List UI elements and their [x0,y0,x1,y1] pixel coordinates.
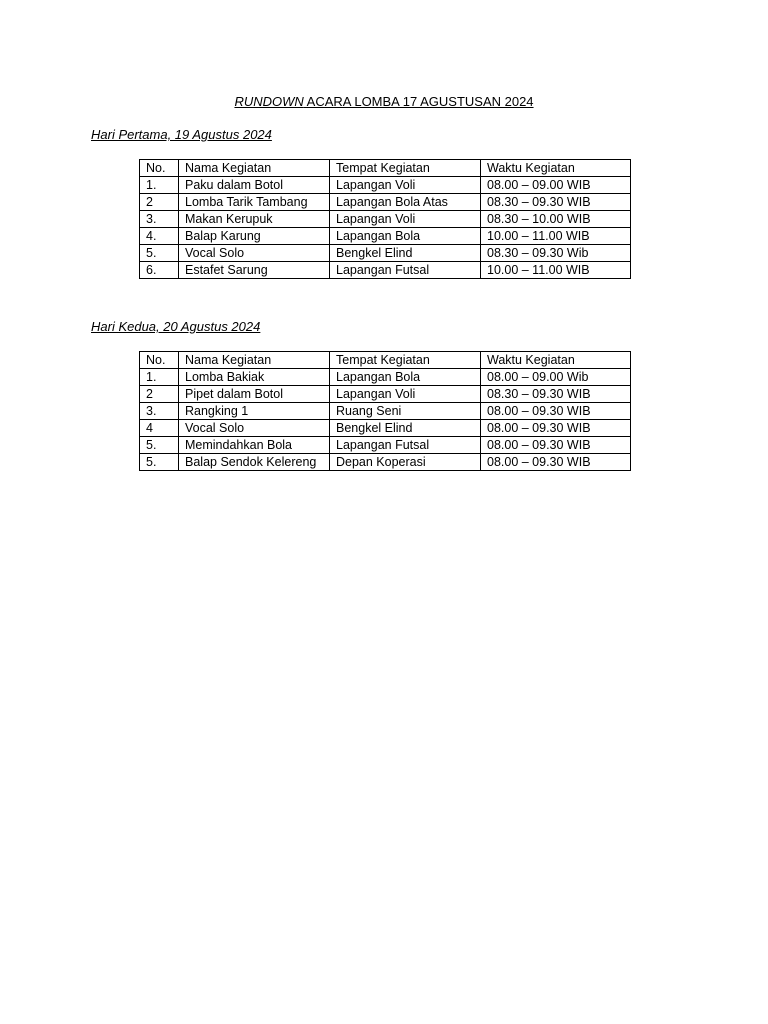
activity-time: 08.30 – 10.00 WIB [481,211,631,228]
activity-time: 08.00 – 09.30 WIB [481,420,631,437]
header-no: No. [140,352,179,369]
table-row [140,177,631,194]
row-number: 6. [140,262,179,279]
activity-name: Makan Kerupuk [179,211,330,228]
table-row [140,437,631,454]
row-number: 1. [140,177,179,194]
activity-time: 08.00 – 09.00 WIB [481,177,631,194]
row-number: 2 [140,386,179,403]
activity-name: Balap Karung [179,228,330,245]
activity-venue: Lapangan Futsal [330,262,481,279]
table-header-row [140,352,631,369]
row-number: 4. [140,228,179,245]
activity-venue: Lapangan Voli [330,211,481,228]
document-title [0,94,768,109]
header-activity-name: Nama Kegiatan [179,352,330,369]
activity-venue: Lapangan Bola Atas [330,194,481,211]
activity-name: Vocal Solo [179,420,330,437]
activity-venue: Ruang Seni [330,403,481,420]
table-row [140,420,631,437]
day-1-heading: Hari Pertama, 19 Agustus 2024 [91,127,272,142]
activity-time: 10.00 – 11.00 WIB [481,228,631,245]
header-venue: Tempat Kegiatan [330,352,481,369]
header-time: Waktu Kegiatan [481,160,631,177]
activity-name: Vocal Solo [179,245,330,262]
day-1-schedule-table [139,159,631,279]
row-number: 5. [140,245,179,262]
row-number: 1. [140,369,179,386]
activity-venue: Lapangan Futsal [330,437,481,454]
activity-venue: Lapangan Bola [330,228,481,245]
activity-time: 10.00 – 11.00 WIB [481,262,631,279]
table-row [140,454,631,471]
table-row [140,262,631,279]
activity-venue: Lapangan Voli [330,386,481,403]
table-header-row [140,160,631,177]
activity-name: Estafet Sarung [179,262,330,279]
title-rest: ACARA LOMBA 17 AGUSTUSAN 2024 [303,94,534,109]
activity-name: Rangking 1 [179,403,330,420]
table-row [140,211,631,228]
activity-name: Lomba Bakiak [179,369,330,386]
activity-time: 08.00 – 09.30 WIB [481,403,631,420]
row-number: 3. [140,403,179,420]
header-time: Waktu Kegiatan [481,352,631,369]
row-number: 4 [140,420,179,437]
activity-venue: Bengkel Elind [330,245,481,262]
row-number: 2 [140,194,179,211]
table-row [140,386,631,403]
activity-name: Paku dalam Botol [179,177,330,194]
title-italic-part: RUNDOWN [234,94,304,109]
activity-time: 08.30 – 09.30 WIB [481,194,631,211]
table-row [140,369,631,386]
activity-name: Lomba Tarik Tambang [179,194,330,211]
header-activity-name: Nama Kegiatan [179,160,330,177]
activity-venue: Lapangan Voli [330,177,481,194]
activity-time: 08.00 – 09.30 WIB [481,437,631,454]
activity-venue: Lapangan Bola [330,369,481,386]
row-number: 5. [140,454,179,471]
table-row [140,194,631,211]
activity-venue: Depan Koperasi [330,454,481,471]
header-no: No. [140,160,179,177]
row-number: 5. [140,437,179,454]
activity-time: 08.30 – 09.30 WIB [481,386,631,403]
activity-venue: Bengkel Elind [330,420,481,437]
activity-name: Pipet dalam Botol [179,386,330,403]
table-row [140,228,631,245]
activity-time: 08.00 – 09.30 WIB [481,454,631,471]
day-2-schedule-table [139,351,631,471]
table-row [140,245,631,262]
activity-name: Memindahkan Bola [179,437,330,454]
activity-time: 08.00 – 09.00 Wib [481,369,631,386]
activity-name: Balap Sendok Kelereng [179,454,330,471]
header-venue: Tempat Kegiatan [330,160,481,177]
row-number: 3. [140,211,179,228]
day-2-heading: Hari Kedua, 20 Agustus 2024 [91,319,261,334]
table-row [140,403,631,420]
activity-time: 08.30 – 09.30 Wib [481,245,631,262]
